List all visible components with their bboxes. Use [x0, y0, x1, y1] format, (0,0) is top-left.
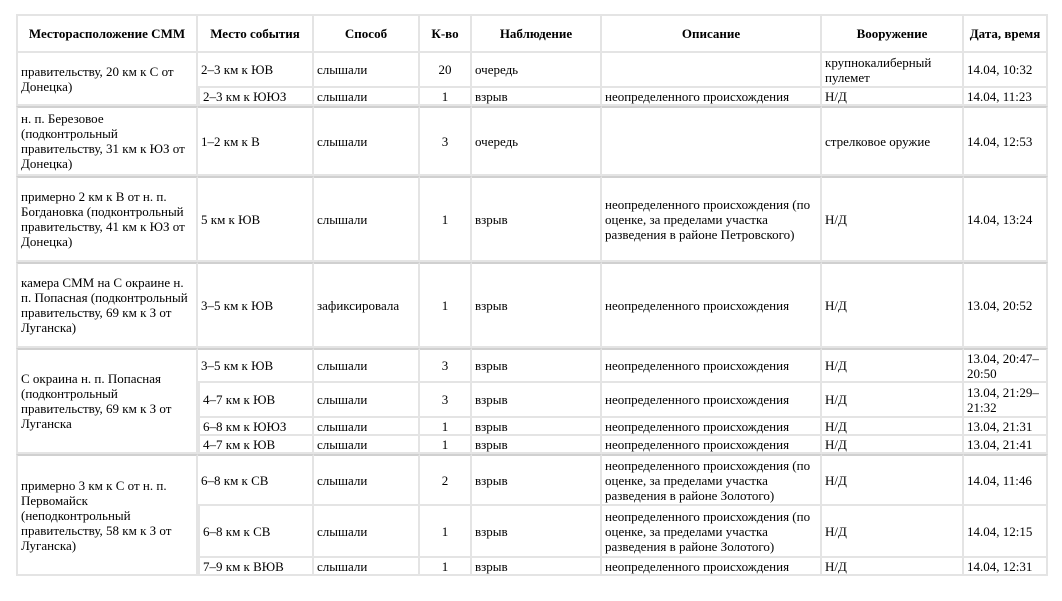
cell-place: 3–5 км к ЮВ: [198, 262, 314, 348]
cell-count: 1: [420, 262, 472, 348]
cell-weapon: Н/Д: [822, 558, 964, 576]
table-row: [16, 262, 1048, 348]
cell-observation: очередь: [472, 106, 602, 176]
header-count: К-во: [420, 14, 472, 53]
cell-count: 1: [420, 88, 472, 106]
cell-count: 3: [420, 106, 472, 176]
cell-method: слышали: [314, 418, 420, 436]
cell-weapon: стрелковое оружие: [822, 106, 964, 176]
cell-location: примерно 3 км к С от н. п. Первомайск (неподконтрольный правительству, 58 км к З от Луганска): [16, 454, 198, 576]
cell-observation: взрыв: [472, 348, 602, 383]
cell-description: неопределенного происхождения: [602, 348, 822, 383]
cell-place: 6–8 км к СВ: [198, 454, 314, 506]
cell-weapon: Н/Д: [822, 348, 964, 383]
cell-method: слышали: [314, 348, 420, 383]
cell-location: камера СММ на С окраине н. п. Попасная (подконтрольный правительству, 69 км к З от Луганска): [16, 262, 198, 348]
cell-method: слышали: [314, 506, 420, 558]
cell-description: неопределенного происхождения: [602, 88, 822, 106]
cell-weapon: Н/Д: [822, 418, 964, 436]
cell-datetime: 13.04, 20:52: [964, 262, 1048, 348]
cell-datetime: 13.04, 21:31: [964, 418, 1048, 436]
cell-description: неопределенного происхождения (по оценке, за пределами участка разведения в районе Золотого): [602, 506, 822, 558]
cell-place: 1–2 км к В: [198, 106, 314, 176]
table-row: [16, 348, 1048, 383]
cell-method: слышали: [314, 558, 420, 576]
cell-count: 3: [420, 348, 472, 383]
cell-weapon: Н/Д: [822, 506, 964, 558]
cell-count: 1: [420, 176, 472, 262]
cell-description: [602, 53, 822, 88]
cell-method: слышали: [314, 383, 420, 418]
cell-count: 1: [420, 506, 472, 558]
cell-place: 6–8 км к СВ: [198, 506, 314, 558]
cell-place: 5 км к ЮВ: [198, 176, 314, 262]
cell-count: 1: [420, 558, 472, 576]
cell-observation: очередь: [472, 53, 602, 88]
cell-place: 6–8 км к ЮЮЗ: [198, 418, 314, 436]
cell-location: С окраина н. п. Попасная (подконтрольный правительству, 69 км к З от Луганска: [16, 348, 198, 454]
cell-weapon: Н/Д: [822, 176, 964, 262]
table-body: [16, 53, 1048, 576]
cell-count: 20: [420, 53, 472, 88]
cell-place: 4–7 км к ЮВ: [198, 436, 314, 454]
cell-datetime: 14.04, 12:53: [964, 106, 1048, 176]
cell-datetime: 13.04, 20:47–20:50: [964, 348, 1048, 383]
cell-observation: взрыв: [472, 88, 602, 106]
cell-description: неопределенного происхождения: [602, 436, 822, 454]
table-row: [16, 454, 1048, 506]
cell-description: неопределенного происхождения (по оценке, за пределами участка разведения в районе Золотого): [602, 454, 822, 506]
header-method: Способ: [314, 14, 420, 53]
cell-datetime: 14.04, 11:46: [964, 454, 1048, 506]
cell-weapon: Н/Д: [822, 436, 964, 454]
table-row: [16, 176, 1048, 262]
cell-datetime: 13.04, 21:29–21:32: [964, 383, 1048, 418]
cell-method: слышали: [314, 454, 420, 506]
header-place: Место события: [198, 14, 314, 53]
cell-count: 3: [420, 383, 472, 418]
report-table-wrapper: [16, 14, 1048, 576]
table-row: [16, 53, 1048, 88]
cell-method: слышали: [314, 53, 420, 88]
cell-observation: взрыв: [472, 436, 602, 454]
cell-observation: взрыв: [472, 383, 602, 418]
cell-observation: взрыв: [472, 418, 602, 436]
cell-datetime: 14.04, 12:15: [964, 506, 1048, 558]
cell-description: неопределенного происхождения: [602, 558, 822, 576]
cell-count: 2: [420, 454, 472, 506]
cell-datetime: 14.04, 10:32: [964, 53, 1048, 88]
cell-weapon: Н/Д: [822, 454, 964, 506]
cell-method: слышали: [314, 176, 420, 262]
cell-method: слышали: [314, 436, 420, 454]
cell-datetime: 14.04, 12:31: [964, 558, 1048, 576]
cell-weapon: крупнокалиберный пулемет: [822, 53, 964, 88]
header-description: Описание: [602, 14, 822, 53]
cell-method: зафиксировала: [314, 262, 420, 348]
cell-datetime: 14.04, 11:23: [964, 88, 1048, 106]
cell-place: 2–3 км к ЮВ: [198, 53, 314, 88]
cell-weapon: Н/Д: [822, 383, 964, 418]
cell-weapon: Н/Д: [822, 88, 964, 106]
cell-observation: взрыв: [472, 262, 602, 348]
header-weapon: Вооружение: [822, 14, 964, 53]
cell-observation: взрыв: [472, 558, 602, 576]
cell-description: неопределенного происхождения: [602, 418, 822, 436]
header-datetime: Дата, время: [964, 14, 1048, 53]
table-row: [16, 106, 1048, 176]
cell-observation: взрыв: [472, 176, 602, 262]
cell-description: неопределенного происхождения: [602, 262, 822, 348]
cell-datetime: 14.04, 13:24: [964, 176, 1048, 262]
cell-datetime: 13.04, 21:41: [964, 436, 1048, 454]
cell-place: 2–3 км к ЮЮЗ: [198, 88, 314, 106]
cell-method: слышали: [314, 88, 420, 106]
header-observation: Наблюдение: [472, 14, 602, 53]
cell-location: примерно 2 км к В от н. п. Богдановка (подконтрольный правительству, 41 км к ЮЗ от Донецка): [16, 176, 198, 262]
header-location: Месторасположение СММ: [16, 14, 198, 53]
cell-count: 1: [420, 418, 472, 436]
cell-count: 1: [420, 436, 472, 454]
cell-place: 4–7 км к ЮВ: [198, 383, 314, 418]
cell-observation: взрыв: [472, 454, 602, 506]
cell-observation: взрыв: [472, 506, 602, 558]
cell-place: 7–9 км к ВЮВ: [198, 558, 314, 576]
ceasefire-violations-table: [16, 14, 1048, 576]
cell-location: правительству, 20 км к С от Донецка): [16, 53, 198, 106]
cell-method: слышали: [314, 106, 420, 176]
cell-place: 3–5 км к ЮВ: [198, 348, 314, 383]
cell-description: [602, 106, 822, 176]
cell-description: неопределенного происхождения (по оценке, за пределами участка разведения в районе Петровского): [602, 176, 822, 262]
header-row: [16, 14, 1048, 53]
cell-location: н. п. Березовое (подконтрольный правительству, 31 км к ЮЗ от Донецка): [16, 106, 198, 176]
cell-weapon: Н/Д: [822, 262, 964, 348]
cell-description: неопределенного происхождения: [602, 383, 822, 418]
